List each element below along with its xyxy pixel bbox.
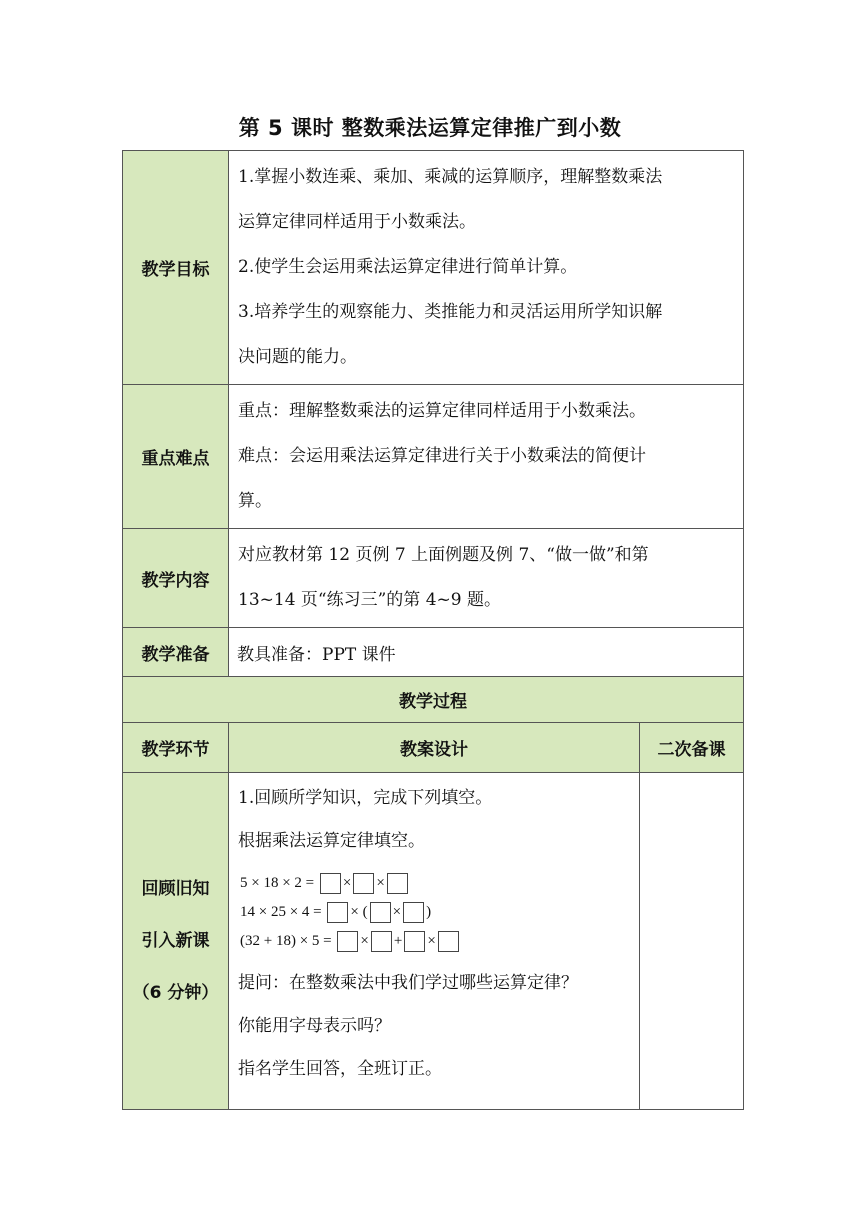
review-after-line: 提问：在整数乘法中我们学过哪些运算定律？ <box>238 973 578 993</box>
key-points-line: 算。 <box>238 491 272 511</box>
review-after-line: 指名学生回答，全班订正。 <box>238 1059 442 1079</box>
key-points-line: 重点：理解整数乘法的运算定律同样适用于小数乘法。 <box>238 401 646 421</box>
review-content <box>229 773 640 1110</box>
page-title: 第 5 课时 整数乘法运算定律推广到小数 <box>238 116 622 140</box>
review-row <box>123 773 744 1110</box>
goals-line: 1.掌握小数连乘、乘加、乘减的运算顺序，理解整数乘法 <box>238 167 663 187</box>
goals-line: 运算定律同样适用于小数乘法。 <box>238 212 476 232</box>
process-columns-row <box>123 723 744 773</box>
column-design: 教案设计 <box>229 723 640 773</box>
review-intro-line: 根据乘法运算定律填空。 <box>238 831 425 851</box>
blank-box[interactable] <box>438 931 459 952</box>
key-points-label: 重点难点 <box>123 385 229 529</box>
content-line: 对应教材第 12 页例 7 上面例题及例 7、“做一做”和第 <box>238 545 649 565</box>
blank-box[interactable] <box>320 873 341 894</box>
process-header: 教学过程 <box>123 677 744 723</box>
process-header-row <box>123 677 744 723</box>
blank-box[interactable] <box>370 902 391 923</box>
prep-label: 教学准备 <box>123 628 229 677</box>
equation-row: 14 × 25 × 4 = × ( × ) <box>240 898 631 927</box>
blank-box[interactable] <box>353 873 374 894</box>
equation-lhs: 5 × 18 × 2 = <box>240 875 315 891</box>
content-text <box>229 529 744 628</box>
key-points-content <box>229 385 744 529</box>
review-label <box>123 773 229 1110</box>
review-intro-line: 1.回顾所学知识，完成下列填空。 <box>238 788 493 808</box>
column-revision: 二次备课 <box>640 723 744 773</box>
blank-box[interactable] <box>403 902 424 923</box>
lesson-plan-table <box>122 150 744 1110</box>
content-row <box>123 529 744 628</box>
goals-line: 3.培养学生的观察能力、类推能力和灵活运用所学知识解 <box>238 302 663 322</box>
goals-label: 教学目标 <box>123 151 229 385</box>
prep-text: 教具准备：PPT 课件 <box>229 628 744 677</box>
equation-row: (32 + 18) × 5 = × + × <box>240 927 631 956</box>
blank-box[interactable] <box>387 873 408 894</box>
blank-box[interactable] <box>337 931 358 952</box>
goals-content <box>229 151 744 385</box>
prep-row <box>123 628 744 677</box>
blank-box[interactable] <box>371 931 392 952</box>
blank-box[interactable] <box>327 902 348 923</box>
equation-lhs: 14 × 25 × 4 = <box>240 904 322 920</box>
equation-lhs: (32 + 18) × 5 = <box>240 933 332 949</box>
key-points-row <box>123 385 744 529</box>
review-label-line: 回顾旧知 <box>141 879 210 899</box>
revision-cell <box>640 773 744 1110</box>
content-label: 教学内容 <box>123 529 229 628</box>
equation-block <box>240 869 631 956</box>
blank-box[interactable] <box>404 931 425 952</box>
review-label-line: （6 分钟） <box>132 983 219 1003</box>
equation-row: 5 × 18 × 2 = × × <box>240 869 631 898</box>
review-after-line: 你能用字母表示吗？ <box>238 1016 391 1036</box>
goals-line: 决问题的能力。 <box>238 347 357 367</box>
column-stage: 教学环节 <box>123 723 229 773</box>
goals-row <box>123 151 744 385</box>
goals-line: 2.使学生会运用乘法运算定律进行简单计算。 <box>238 257 578 277</box>
content-line: 13~14 页“练习三”的第 4~9 题。 <box>238 590 501 610</box>
review-label-line: 引入新课 <box>141 931 210 951</box>
key-points-line: 难点：会运用乘法运算定律进行关于小数乘法的简便计 <box>238 446 646 466</box>
